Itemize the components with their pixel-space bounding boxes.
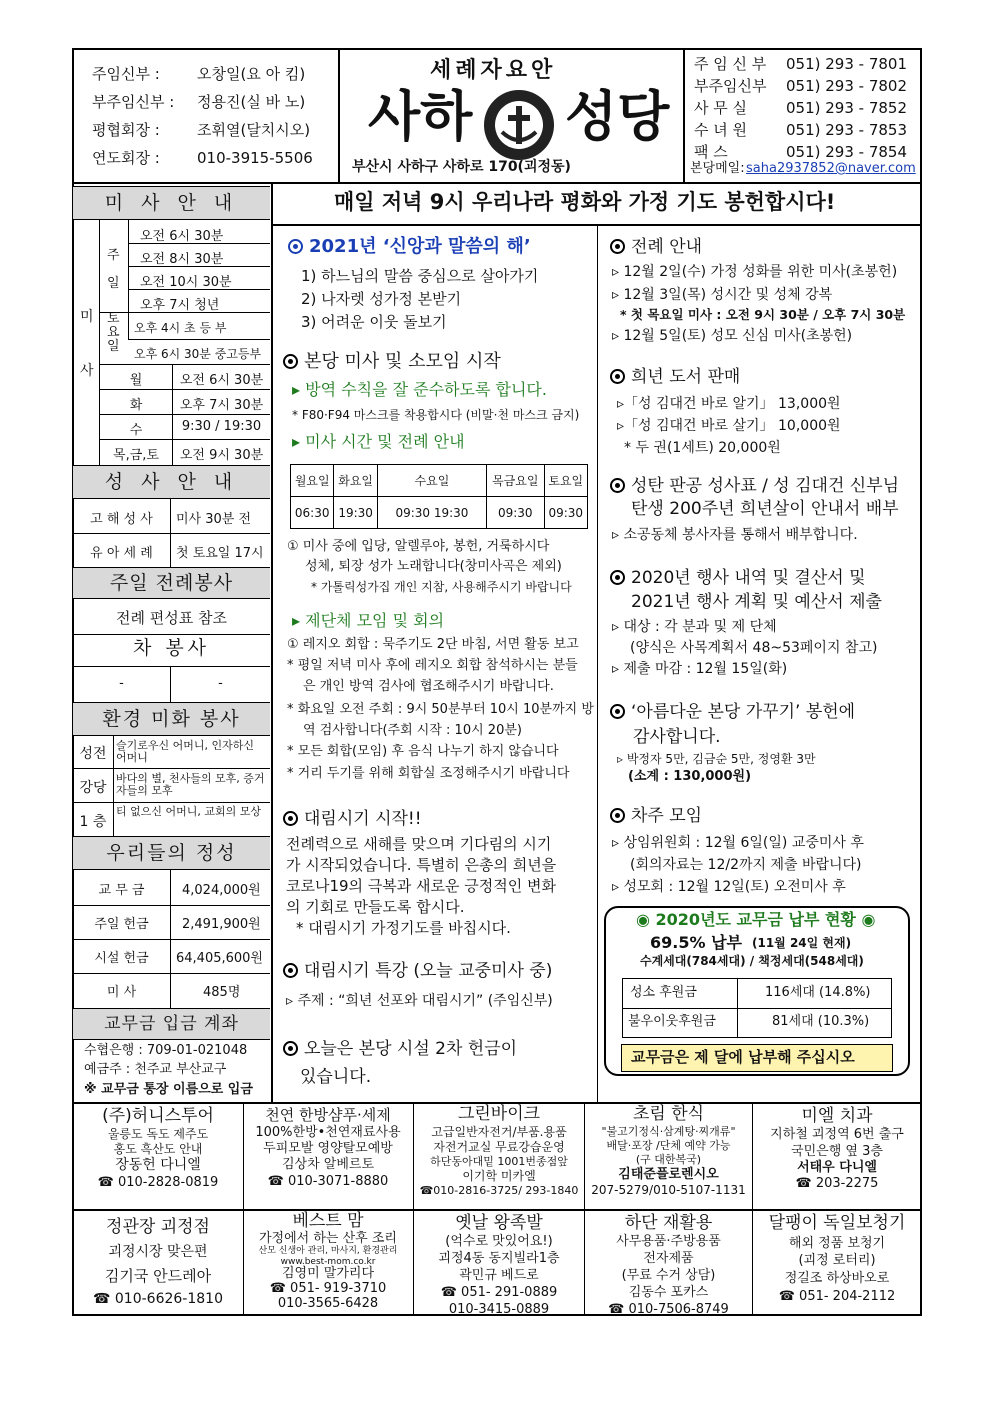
offering-name: 교 무 금 xyxy=(98,883,145,898)
offering-name: 미 사 xyxy=(106,985,137,1000)
sunday-mass-time: 오후 7시 청년 xyxy=(140,298,220,313)
body-line: ▹ 대상 : 각 분과 및 제 단체 xyxy=(612,619,777,635)
church-logo-icon xyxy=(482,88,556,162)
env-header: 환경 미화 봉사 xyxy=(73,702,270,736)
body-line: ① 레지오 회합 : 묵주기도 2단 바침, 서면 활동 보고 xyxy=(287,637,579,652)
ad-snail-hearing-aid: 달팽이 독일보청기 해외 정품 보청기 (괴정 로터리) 정길조 하상바오로 ☎ 051- 204-2112 xyxy=(768,1213,906,1304)
sacrament-name: 고 해 성 사 xyxy=(90,512,153,527)
note: * 대림시기 가정기도를 바칩시다. xyxy=(296,919,511,937)
account-line: 예금주 : 천주교 부산교구 xyxy=(84,1062,227,1077)
dues-note: 교무금은 제 달에 납부해 주십시오 xyxy=(631,1048,855,1066)
section-title: 2020년 행사 내역 및 결산서 및 xyxy=(610,569,866,589)
offering-value: 64,405,600원 xyxy=(176,951,263,966)
car-value: - xyxy=(218,676,223,691)
weekday-time: 오전 6시 30분 xyxy=(179,373,264,388)
car-value: - xyxy=(119,676,124,691)
body-line: ▹ 상임위원회 : 12월 6일(일) 교중미사 후 xyxy=(612,835,864,851)
sacrament-value: 미사 30분 전 xyxy=(176,512,252,527)
body-line: ▹「성 김대건 바로 살기」 10,000원 xyxy=(617,418,841,434)
body-line: * 평일 저녁 미사 후에 레지오 회합 참석하시는 분들 xyxy=(287,658,578,673)
ad-hadan-recycle: 하단 재활용 사무용품·주방용품 전자제품 (무료 수거 상담) 김동수 포카스 ☎ 010-7506-8749 xyxy=(608,1213,729,1317)
weekday-label: 목,금,토 xyxy=(113,448,159,463)
weekday-time: 오후 7시 30분 xyxy=(179,398,264,413)
section-title-cont: 2021년 행사 계획 및 예산서 제출 xyxy=(631,592,882,612)
year-item: 2) 나자렛 성가정 본받기 xyxy=(301,290,462,308)
dues-date: (11월 24일 현재) xyxy=(752,936,852,950)
body-line: 코로나19의 극복과 새로운 긍정적인 변화 xyxy=(286,877,557,895)
body-line: ▹ 12월 3일(목) 성시간 및 성체 강복 xyxy=(612,287,833,303)
body-line: * 가톨릭성가집 개인 지참, 사용해주시기 바랍니다 xyxy=(311,580,572,594)
section-title: 본당 미사 및 소모임 시작 xyxy=(283,352,501,373)
body-line: * 화요일 오전 주회 : 9시 50분부터 10시 10분까지 방 xyxy=(287,702,594,717)
liturgy-value: 전례 편성표 참조 xyxy=(116,609,227,627)
env-place: 성전 xyxy=(79,746,107,762)
body-line: ▹ 박정자 5만, 김금순 5만, 정영환 3만 xyxy=(617,752,816,766)
dues-row-name: 성소 후원금 xyxy=(630,985,697,1000)
section-title: 성탄 판공 성사표 / 성 김대건 신부님 xyxy=(610,477,899,497)
subsection-title: ▸ 방역 수칙을 잘 준수하도록 합니다. xyxy=(292,380,547,399)
email-link[interactable]: saha2937852@naver.com xyxy=(746,161,916,176)
offering-value: 485명 xyxy=(203,985,241,1000)
sunday-mass-time: 오전 8시 30분 xyxy=(140,252,224,267)
section-title: 대림시기 특강 (오늘 교중미사 중) xyxy=(283,962,552,982)
weekday-label: 수 xyxy=(129,423,143,438)
ad-miel-dental: 미엘 치과 지하철 괴정역 6번 출구 국민은행 옆 3층 서태우 다니엘 ☎ 203-2275 xyxy=(770,1106,904,1191)
body-line: (양식은 사목계획서 48~53페이지 참고) xyxy=(630,640,878,656)
weekday-time: 9:30 / 19:30 xyxy=(181,419,262,434)
body-line: ▹ 성모회 : 12월 12일(토) 오전미사 후 xyxy=(612,879,846,895)
body-line: ▹ 12월 5일(토) 성모 신심 미사(초봉헌) xyxy=(612,328,853,344)
note: * 두 권(1세트) 20,000원 xyxy=(624,440,781,456)
body-line: ▹ 12월 2일(수) 가정 성화를 위한 미사(초봉헌) xyxy=(612,264,898,280)
sunday-mass-time: 오전 6시 30분 xyxy=(140,229,224,244)
dues-detail: 수계세대(784세대) / 책정세대(548세대) xyxy=(640,954,864,968)
body-line: ① 미사 중에 입당, 알렐루야, 봉헌, 거룩하시다 xyxy=(287,539,550,554)
ad-jeonggwanjang: 정관장 괴정점 괴정시장 맞은편 김기국 안드레아 ☎ 010-6626-1810 xyxy=(93,1217,223,1307)
year-item: 1) 하느님의 말씀 중심으로 살아가기 xyxy=(301,267,539,285)
subsection-title: ▸ 미사 시간 및 전례 안내 xyxy=(292,432,465,451)
year-item: 3) 어려운 이웃 돌보기 xyxy=(301,313,447,331)
body-line: ▹ 소공동체 봉사자를 통해서 배부합니다. xyxy=(612,527,858,543)
subsection-title: ▸ 제단체 모임 및 회의 xyxy=(292,611,445,630)
parish-name-left: 사하 xyxy=(368,85,473,148)
env-place: 강당 xyxy=(79,780,107,796)
body-line: 전례력으로 새해를 맞으며 기다림의 시기 xyxy=(286,835,552,853)
body-line: 가 시작되었습니다. 특별히 은총의 희년을 xyxy=(286,856,557,874)
offering-name: 주일 헌금 xyxy=(94,917,149,932)
section-title: 오늘은 본당 시설 2차 헌금이 xyxy=(283,1040,517,1060)
ad-herbal-shampoo: 천연 한방샴푸·세제 100%한방•천연재료사용 두피모발 영양탈모예방 김상차 알베르토 ☎ 010-3071-8880 xyxy=(255,1106,401,1189)
section-title: 차주 모임 xyxy=(610,807,702,827)
offering-name: 시설 헌금 xyxy=(94,951,149,966)
env-who: 티 없으신 어머니, 교회의 모상 xyxy=(116,805,261,818)
liturgy-header: 주일 전례봉사 xyxy=(73,567,270,599)
dues-row-name: 불우이웃후원금 xyxy=(628,1014,716,1029)
car-header: 차 봉사 xyxy=(132,637,211,659)
weekday-label: 월 xyxy=(129,373,143,388)
sacrament-value: 첫 토요일 17시 xyxy=(176,546,264,561)
dues-row-value: 116세대 (14.8%) xyxy=(765,985,871,1000)
env-place: 1 층 xyxy=(79,814,107,830)
offering-header: 우리들의 정성 xyxy=(73,836,270,870)
ad-best-mom: 베스트 맘 가정에서 하는 산후 조리 산모 신생아 관리, 마사지, 환경관리 www.best-mom.co.kr 김영미 말가리다 ☎ 051- 919-3710 010-3565-6428 xyxy=(258,1211,398,1312)
env-who: 바다의 별, 천사들의 모후, 증거자들의 모후 xyxy=(116,772,265,797)
section-title: 희년 도서 판매 xyxy=(610,368,740,388)
ad-wangjokbal: 옛날 왕족발 (억수로 맛있어요!) 괴정4동 동지빌라1층 곽민규 베드로 ☎ 051- 291-0889 010-3415-0889 xyxy=(438,1213,560,1317)
sunday-label: 주 일 xyxy=(107,248,120,291)
dues-rate: 69.5% 납부 xyxy=(650,933,742,952)
section-title: 전례 안내 xyxy=(610,238,702,258)
weekday-time: 오전 9시 30분 xyxy=(179,448,264,463)
sunday-mass-time: 오전 10시 30분 xyxy=(140,275,232,290)
section-title-cont: 감사합니다. xyxy=(633,727,721,747)
saturday-mass-time: 오후 6시 30분 중고등부 xyxy=(134,347,262,361)
note: * 첫 목요일 미사 : 오전 9시 30분 / 오후 7시 30분 xyxy=(620,307,906,322)
body-line: 의 기회로 만들도록 합시다. xyxy=(286,898,465,916)
dues-title: ◉ 2020년도 교무금 납부 현황 ◉ xyxy=(636,910,876,929)
banner: 매일 저녁 9시 우리나라 평화와 가정 기도 봉헌합시다! xyxy=(334,190,836,214)
saturday-mass-time: 오후 4시 초 등 부 xyxy=(134,321,227,335)
year-title: 2021년 ‘신앙과 말씀의 해’ xyxy=(288,237,531,258)
body-line: * 거리 두기를 위해 회합실 조정해주시기 바랍니다 xyxy=(287,766,570,781)
body-line: 역 검사합니다(주회 시작 : 10시 20분) xyxy=(303,723,522,738)
parish-subtitle: 세례자요안 xyxy=(430,58,557,83)
account-line: 수협은행 : 709-01-021048 xyxy=(84,1043,248,1058)
section-title-cont: 있습니다. xyxy=(300,1067,372,1087)
sacrament-header: 성 사 안 내 xyxy=(73,465,270,499)
parish-address: 부산시 사하구 사하로 170(괴정동) xyxy=(352,159,571,175)
note: * F80·F94 마스크를 착용합시다 (비말·천 마스크 금지) xyxy=(292,408,580,422)
body-line: 은 개인 방역 검사에 협조해주시기 바랍니다. xyxy=(303,679,554,694)
mass-side-label: 미 사 xyxy=(80,309,94,379)
body-line: * 모든 회합(모임) 후 음식 나누기 하지 않습니다 xyxy=(287,744,559,759)
dues-row-value: 81세대 (10.3%) xyxy=(772,1014,870,1029)
ad-chorim-restaurant: 초림 한식 "불고기정식·삼계탕·찌개류" 배달·포장 /단체 예약 가능 (구 대한복국) 김태준플로렌시오 207-5279/010-5107-1131 xyxy=(591,1104,746,1197)
body-line: ▹ 제출 마감 : 12월 15일(화) xyxy=(612,661,788,677)
ad-green-bike: 그린바이크 고급일반자전거/부품.용품 자전거교실 무료강습운영 하단동아대밑 1001번종점앞 이기학 미카엘 ☎010-2816-3725/ 293-1840 xyxy=(419,1104,579,1197)
weekday-label: 화 xyxy=(129,398,143,413)
body-line: (회의자료는 12/2까지 제출 바랍니다) xyxy=(630,857,862,873)
saturday-label: 토 요 일 xyxy=(107,311,120,354)
body-line: (소계 : 130,000원) xyxy=(628,769,752,784)
sacrament-name: 유 아 세 례 xyxy=(90,546,153,561)
section-title: 대림시기 시작!! xyxy=(283,810,422,830)
account-line: ※ 교무금 통장 이름으로 입금 xyxy=(84,1082,253,1097)
offering-value: 4,024,000원 xyxy=(182,883,261,898)
section-title-cont: 탄생 200주년 희년살이 안내서 배부 xyxy=(631,499,899,519)
body-line: ▹「성 김대건 바로 알기」 13,000원 xyxy=(617,396,841,412)
parish-name-right: 성당 xyxy=(565,85,670,148)
offering-value: 2,491,900원 xyxy=(182,917,261,932)
body-line: ▹ 주제 : “희년 선포와 대림시기” (주임신부) xyxy=(286,993,553,1009)
ad-honeys-tour: (주)허니스투어 울릉도 독도 제주도 홍도 흑산도 안내 장동헌 다니엘 ☎ 010-2828-0819 xyxy=(97,1106,219,1190)
mass-header: 미 사 안 내 xyxy=(73,186,270,220)
body-line: 성체, 퇴장 성가 노래합니다(창미사곡은 제외) xyxy=(305,559,562,574)
env-who: 슬기로우신 어머니, 인자하신 어머니 xyxy=(116,739,255,764)
account-header: 교무금 입금 계좌 xyxy=(73,1008,270,1040)
mass-schedule-table: 월요일 화요일 수요일 목금요일 토요일 06:30 19:30 09:30 19:30 09:30 09:30 xyxy=(290,464,588,529)
section-title: ‘아름다운 본당 가꾸기’ 봉헌에 xyxy=(610,703,855,723)
